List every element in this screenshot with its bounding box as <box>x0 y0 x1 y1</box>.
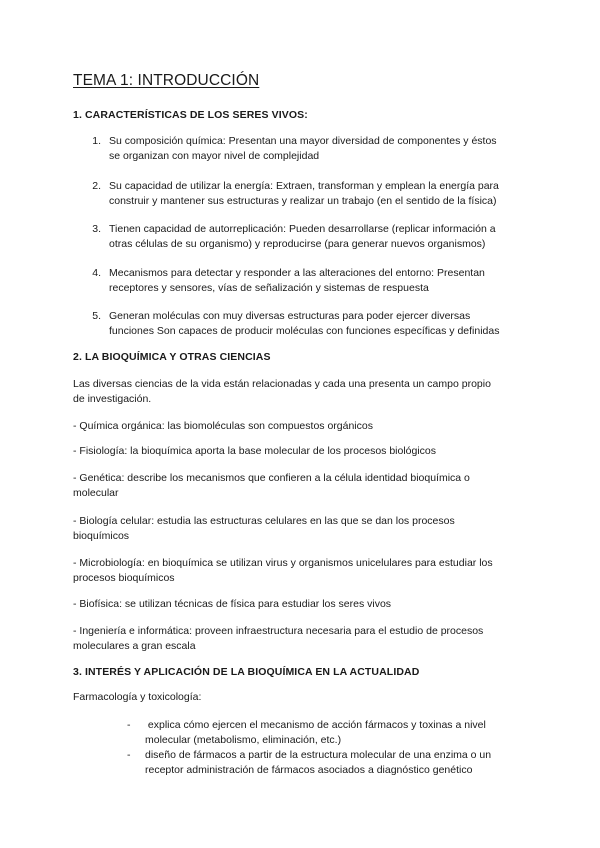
bullet-dash: - <box>127 719 131 731</box>
list-item: molecular <box>73 487 119 499</box>
list-number: 1. <box>92 135 101 147</box>
section-1-heading: 1. CARACTERÍSTICAS DE LOS SERES VIVOS: <box>73 109 308 121</box>
list-text: Mecanismos para detectar y responder a las alteraciones del entorno: Presentan <box>109 267 485 279</box>
list-item: moleculares a gran escala <box>73 640 196 652</box>
list-text: Tienen capacidad de autorreplicación: Pueden desarrollarse (replicar información a <box>109 223 496 235</box>
bullet-text: molecular (metabolismo, eliminación, etc.) <box>145 734 342 746</box>
list-number: 2. <box>92 180 101 192</box>
list-item: - Fisiología: la bioquímica aporta la base molecular de los procesos biológicos <box>73 445 437 457</box>
list-item: - Biología celular: estudia las estructuras celulares en las que se dan los procesos <box>73 515 455 527</box>
section-3-heading: 3. INTERÉS Y APLICACIÓN DE LA BIOQUÍMICA EN LA ACTUALIDAD <box>73 666 420 678</box>
page-title: TEMA 1: INTRODUCCIÓN <box>73 72 260 89</box>
bullet-text: receptor administración de fármacos asociados a diagnóstico genético <box>145 764 473 776</box>
list-item: procesos bioquímicos <box>73 572 175 584</box>
bullet-text: explica cómo ejercen el mecanismo de acción fármacos y toxinas a nivel <box>145 719 486 731</box>
list-text: receptores y sensores, vías de señalización y sistemas de respuesta <box>109 282 429 294</box>
section-2-intro: Las diversas ciencias de la vida están relacionadas y cada una presenta un campo propio <box>73 378 491 390</box>
bullet-text: diseño de fármacos a partir de la estructura molecular de una enzima o un <box>145 749 492 761</box>
section-2-intro: de investigación. <box>73 393 152 405</box>
list-item: - Microbiología: en bioquímica se utilizan virus y organismos unicelulares para estudiar los <box>73 557 493 569</box>
list-item: - Química orgánica: las biomoléculas son compuestos orgánicos <box>73 420 373 432</box>
list-number: 3. <box>92 223 101 235</box>
list-item: - Ingeniería e informática: proveen infraestructura necesaria para el estudio de procesos <box>73 625 484 637</box>
list-number: 4. <box>92 267 101 279</box>
bullet-dash: - <box>127 749 131 761</box>
section-2-heading: 2. LA BIOQUÍMICA Y OTRAS CIENCIAS <box>73 351 271 363</box>
section-3-subheading: Farmacología y toxicología: <box>73 691 202 703</box>
list-text: Su composición química: Presentan una mayor diversidad de componentes y éstos <box>109 135 497 147</box>
list-text: Su capacidad de utilizar la energía: Extraen, transforman y emplean la energía para <box>109 180 499 192</box>
list-text: funciones Son capaces de producir moléculas con funciones específicas y definidas <box>109 325 500 337</box>
list-number: 5. <box>92 310 101 322</box>
list-item: - Biofísica: se utilizan técnicas de física para estudiar los seres vivos <box>73 598 392 610</box>
list-item: - Genética: describe los mecanismos que confieren a la célula identidad bioquímica o <box>73 472 470 484</box>
list-text: construir y mantener sus estructuras y realizar un trabajo (en el sentido de la física) <box>109 195 497 207</box>
list-text: se organizan con mayor nivel de complejidad <box>109 150 320 162</box>
list-item: bioquímicos <box>73 530 130 542</box>
list-text: Generan moléculas con muy diversas estructuras para poder ejercer diversas <box>109 310 471 322</box>
list-text: otras células de su organismo) y reproducirse (para generar nuevos organismos) <box>109 238 486 250</box>
